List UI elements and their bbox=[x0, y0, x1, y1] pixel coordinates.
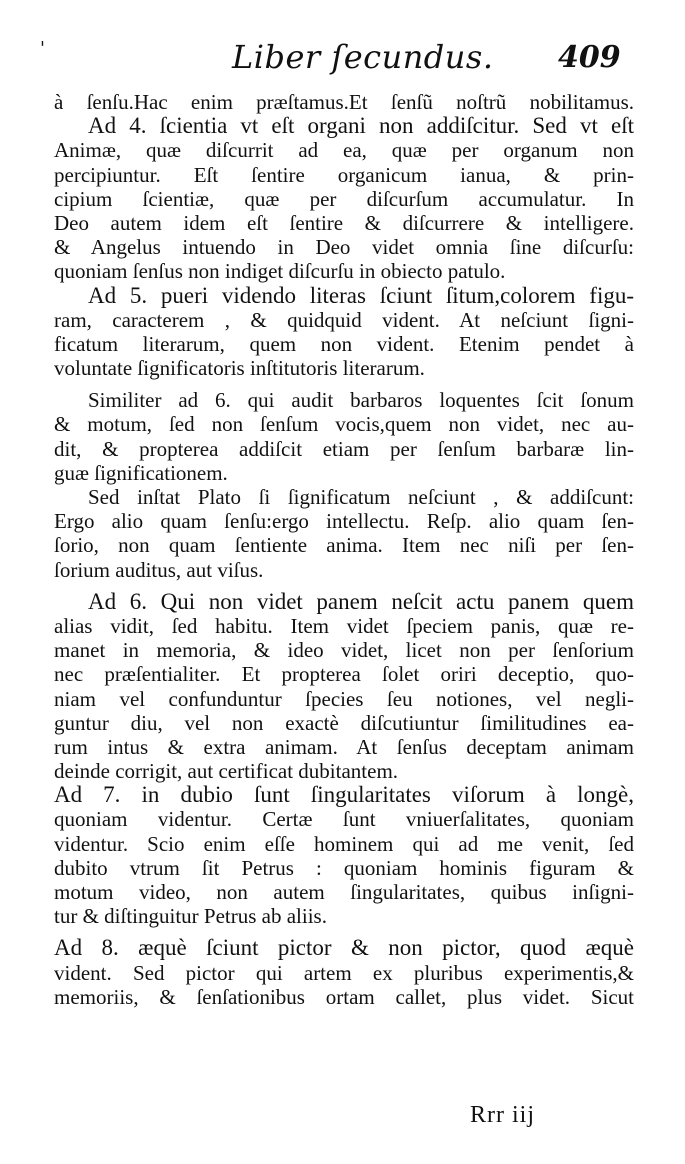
text-line: ram, caracterem , & quidquid vident. At neſciunt ſigni- bbox=[54, 307, 634, 332]
text-line: quoniam ſenſus non indiget diſcurſu in obiecto patulo. bbox=[54, 259, 506, 284]
text-line: Deo autem idem eſt ſentire & diſcurrere & intelligere. bbox=[54, 210, 634, 235]
text-line: memoriis, & ſenſationibus ortam callet, plus videt. Sicut bbox=[54, 984, 634, 1009]
text-line: quoniam videntur. Certæ ſunt vniuerſalitates, quoniam bbox=[54, 807, 634, 832]
text-line: niam vel confunduntur ſpecies ſeu notiones, vel negli- bbox=[54, 686, 634, 711]
text-line: Ergo alio quam ſenſu:ergo intellectu. Reſp. alio quam ſen- bbox=[54, 509, 634, 534]
text-line: Similiter ad 6. qui audit barbaros loquentes ſcit ſonum bbox=[88, 388, 634, 413]
text-line: alias vidit, ſed habitu. Item videt ſpeciem panis, quæ re- bbox=[54, 613, 634, 638]
text-line: ſorium auditus, aut viſus. bbox=[54, 557, 264, 582]
text-line: tur & diſtinguitur Petrus ab aliis. bbox=[54, 904, 327, 929]
text-line: Ad 6. Qui non videt panem neſcit actu panem quem bbox=[88, 589, 634, 614]
text-line: percipiuntur. Eſt ſentire organicum ianua, & prin- bbox=[54, 162, 634, 187]
text-line: à ſenſu.Hac enim præſtamus.Et ſenſũ noſtrũ nobilitamus. bbox=[54, 90, 634, 114]
text-line: ficatum literarum, quem non vident. Etenim pendet à bbox=[54, 331, 634, 356]
text-line: Ad 4. ſcientia vt eſt organi non addiſcitur. Sed vt eſt bbox=[88, 114, 634, 139]
page-number: 409 bbox=[558, 40, 621, 75]
text-line: Ad 5. pueri videndo literas ſciunt ſitum,colorem figu- bbox=[88, 283, 634, 308]
text-line: voluntate ſignificatoris inſtitutoris literarum. bbox=[54, 356, 425, 381]
text-line: cipium ſcientiæ, quæ per diſcurſum accumulatur. In bbox=[54, 186, 634, 211]
signature-mark: Rrr iij bbox=[470, 1102, 535, 1128]
text-line: deinde corrigit, aut certificat dubitantem. bbox=[54, 759, 399, 784]
text-line: & motum, ſed non ſenſum vocis,quem non videt, nec au- bbox=[54, 412, 634, 437]
text-line: & Angelus intuendo in Deo videt omnia ſine diſcurſu: bbox=[54, 235, 634, 260]
text-line: manet in memoria, & ideo videt, licet non per ſenſorium bbox=[54, 638, 634, 663]
corner-mark: ' bbox=[40, 38, 45, 59]
paragraph-gap bbox=[54, 380, 634, 388]
paragraph-gap bbox=[54, 582, 634, 590]
text-line: Animæ, quæ diſcurrit ad ea, quæ per organum non bbox=[54, 138, 634, 163]
text-line: ſorio, non quam ſentiente anima. Item nec niſi per ſen- bbox=[54, 533, 634, 558]
text-line: dit, & propterea addiſcit etiam per ſenſum barbaræ lin- bbox=[54, 436, 634, 461]
text-line: Ad 7. in dubio ſunt ſingularitates viſorum à longè, bbox=[54, 783, 634, 808]
text-line: Sed inſtat Plato ſi ſignificatum neſciunt , & addiſcunt: bbox=[88, 485, 634, 509]
text-line: motum video, non autem ſingularitates, quibus inſigni- bbox=[54, 880, 634, 904]
text-line: vident. Sed pictor qui artem ex pluribus experimentis,& bbox=[54, 960, 634, 985]
running-head: Liber ſecundus. bbox=[232, 38, 494, 76]
text-block bbox=[54, 90, 634, 1009]
text-line: rum intus & extra animam. At ſenſus deceptam animam bbox=[54, 734, 634, 759]
text-line: guntur diu, vel non exactè diſcutiuntur ſimilitudines ea- bbox=[54, 710, 634, 735]
text-line: Ad 8. æquè ſciunt pictor & non pictor, quod æquè bbox=[54, 936, 634, 961]
text-line: nec præſentialiter. Et propterea ſolet oriri deceptio, quo- bbox=[54, 662, 634, 687]
paragraph-gap bbox=[54, 928, 634, 936]
text-line: guæ ſignificationem. bbox=[54, 460, 228, 485]
text-line: dubito vtrum ſit Petrus : quoniam hominis figuram & bbox=[54, 855, 634, 880]
text-line: videntur. Scio enim eſſe hominem qui ad me venit, ſed bbox=[54, 831, 634, 856]
